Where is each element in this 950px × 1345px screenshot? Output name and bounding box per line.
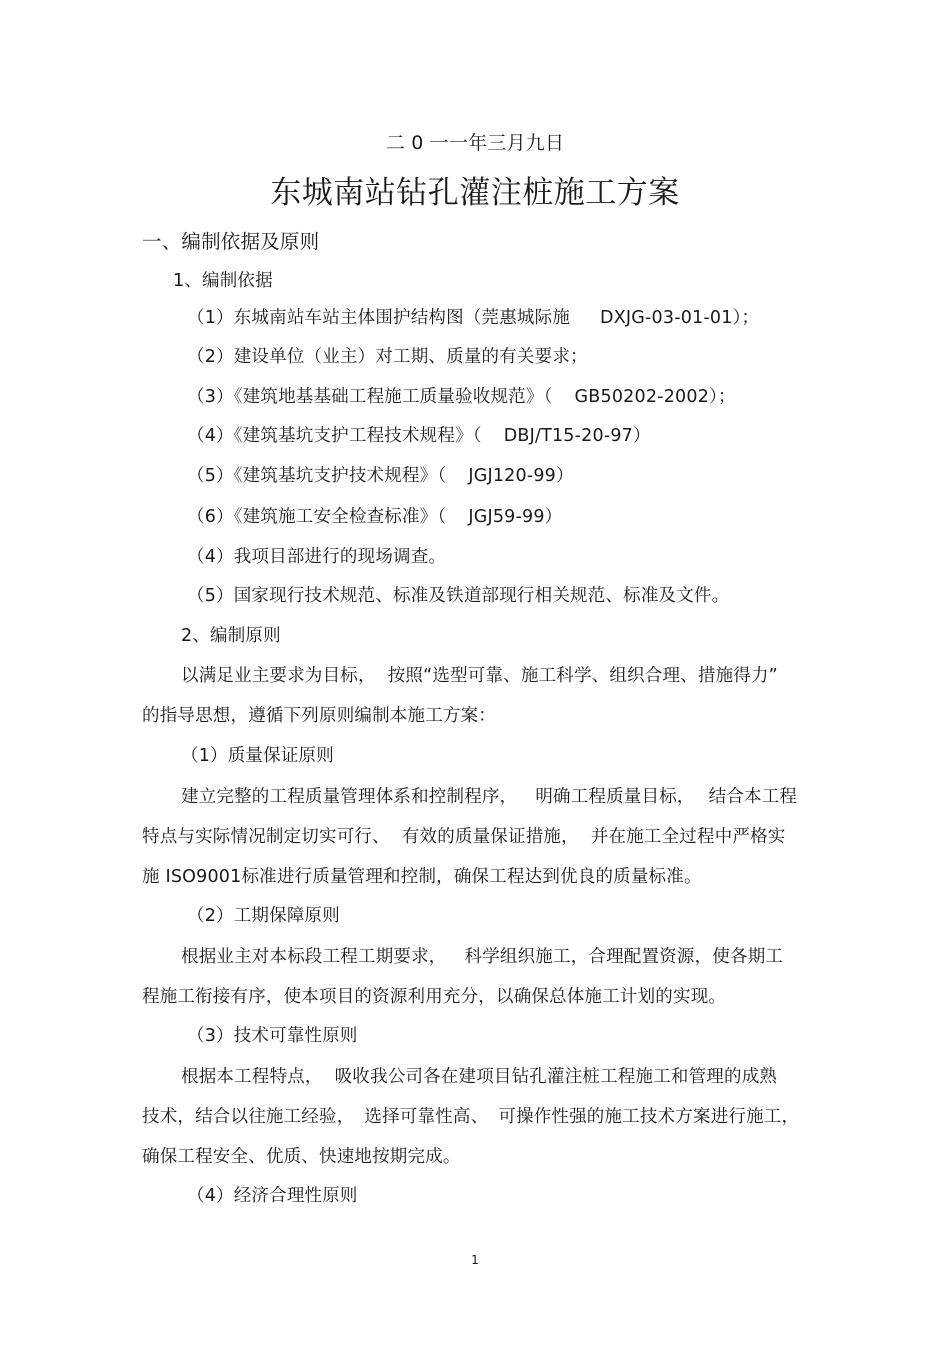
page-number: 1 — [471, 1253, 479, 1267]
text-part: 吸收我公司各在建项目钻孔灌注桩工程施工和管理的成熟 — [334, 1067, 778, 1087]
basis-item-6 — [187, 506, 562, 528]
basis-item-text: （2）建设单位（业主）对工期、质量的有关要求； — [187, 347, 588, 367]
basis-item-code: DBJ/T15-20-97） — [503, 426, 651, 446]
text-part: 明确工程质量目标， — [535, 787, 695, 807]
basis-item-text: （4）《建筑基坑支护工程技术规程》（ — [187, 426, 482, 446]
section-heading: 一、编制依据及原则 — [142, 230, 320, 253]
text-part: 特点与实际情况制定切实可行、 — [142, 827, 390, 847]
basis-heading: 1、编制依据 — [173, 271, 273, 291]
principle-1-line-3: 施 ISO9001标准进行质量管理和控制，确保工程达到优良的质量标准。 — [142, 867, 702, 887]
document-date: 二 0 一一年三月九日 — [385, 132, 565, 154]
principles-intro-line-1 — [181, 665, 778, 687]
text-part: 根据业主对本标段工程工期要求， — [181, 947, 447, 967]
principle-3-heading: （3）技术可靠性原则 — [187, 1026, 358, 1046]
basis-item-text: （5）《建筑基坑支护技术规程》（ — [187, 466, 447, 486]
text-part: 建立完整的工程质量管理体系和控制程序， — [181, 787, 518, 807]
principle-4-heading: （4）经济合理性原则 — [187, 1186, 358, 1206]
basis-item-7 — [187, 546, 446, 568]
text-part: 有效的质量保证措施， — [401, 827, 579, 847]
principle-2-heading: （2）工期保障原则 — [187, 906, 340, 926]
basis-item-code: JGJ59-99） — [468, 507, 563, 527]
principle-1-line-2 — [142, 826, 786, 848]
basis-item-text: （6）《建筑施工安全检查标准》（ — [187, 507, 447, 527]
text-part: 根据本工程特点， — [181, 1067, 323, 1087]
principles-heading: 2、编制原则 — [181, 626, 281, 646]
document-title: 东城南站钻孔灌注桩施工方案 — [270, 175, 680, 211]
principle-1-line-1 — [181, 786, 797, 808]
principle-3-line-2 — [142, 1106, 799, 1128]
principle-3-line-1 — [181, 1066, 777, 1088]
text-part: 并在施工全过程中严格实 — [590, 827, 786, 847]
principles-intro-line-2: 的指导思想，遵循下列原则编制本施工方案： — [142, 706, 496, 726]
intro-part-b: 按照“选型可靠、施工科学、组织合理、措施得力” — [387, 666, 778, 686]
basis-item-text: （4）我项目部进行的现场调查。 — [187, 547, 447, 567]
principle-2-line-1 — [181, 946, 783, 968]
basis-item-code: DXJG-03-01-01）； — [600, 308, 760, 328]
text-part: 技术，结合以往施工经验， — [142, 1107, 355, 1127]
basis-item-text: （5）国家现行技术规范、标准及铁道部现行相关规范、标准及文件。 — [187, 586, 730, 606]
basis-item-text: （1）东城南站车站主体围护结构图（莞惠城际施 — [187, 308, 571, 328]
basis-item-3 — [187, 386, 736, 408]
basis-item-4 — [187, 425, 651, 447]
text-part: 可操作性强的施工技术方案进行施工， — [498, 1107, 800, 1127]
basis-item-8 — [187, 585, 729, 607]
intro-part-a: 以满足业主要求为目标， — [181, 666, 376, 686]
basis-item-1 — [187, 307, 759, 329]
text-part: 科学组织施工，合理配置资源，使各期工 — [464, 947, 784, 967]
basis-item-text: （3）《建筑地基基础工程施工质量验收规范》（ — [187, 387, 553, 407]
basis-item-5 — [187, 465, 574, 487]
basis-item-code: GB50202-2002）； — [574, 387, 736, 407]
principle-3-line-3: 确保工程安全、优质、快速地按期完成。 — [142, 1147, 461, 1167]
principle-2-line-2: 程施工衔接有序，使本项目的资源利用充分，以确保总体施工计划的实现。 — [142, 987, 727, 1007]
basis-item-code: JGJ120-99） — [468, 466, 574, 486]
principle-1-heading: （1）质量保证原则 — [181, 746, 334, 766]
basis-item-2 — [187, 346, 588, 368]
text-part: 选择可靠性高、 — [364, 1107, 489, 1127]
text-part: 结合本工程 — [708, 787, 798, 807]
